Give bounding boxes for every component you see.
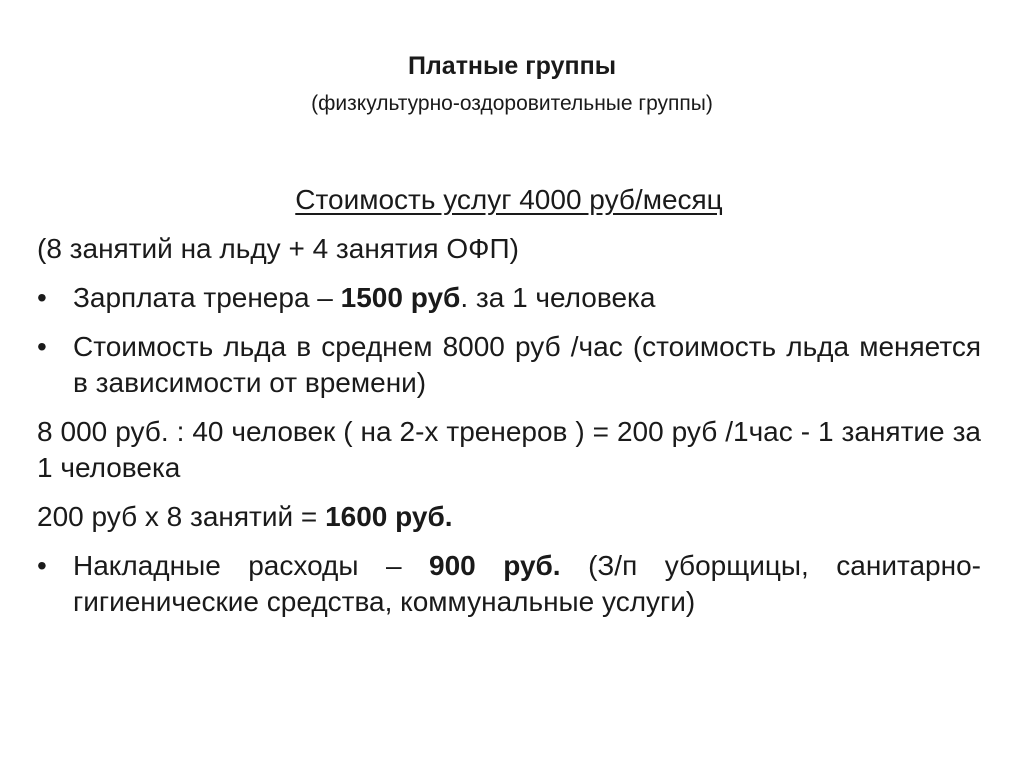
cost-heading: Стоимость услуг 4000 руб/месяц	[295, 184, 723, 215]
calculation-text: 200 руб х 8 занятий =	[37, 501, 326, 532]
slide-subtitle: (физкультурно-оздоровительные группы)	[311, 92, 713, 115]
bullet-text: Накладные расходы –	[73, 550, 430, 581]
bullet-trainer-salary	[37, 280, 981, 316]
bullet-marker: •	[37, 550, 47, 581]
bullet-text: Зарплата тренера –	[73, 282, 341, 313]
bullet-text: Стоимость льда в среднем 8000 руб /час (стоимость льда меняется в зависимости от времени)	[73, 331, 981, 398]
bullet-amount: 900 руб.	[429, 550, 561, 581]
bullet-marker: •	[37, 282, 47, 313]
bullet-ice-cost	[37, 329, 981, 401]
slide-body	[37, 182, 981, 633]
sessions-line: (8 занятий на льду + 4 занятия ОФП)	[37, 233, 519, 264]
calculation-line-2	[37, 499, 981, 535]
calculation-line-1: 8 000 руб. : 40 человек ( на 2-х тренеров ) = 200 руб /1час - 1 занятие за 1 человека	[37, 416, 981, 483]
bullet-text: . за 1 человека	[460, 282, 656, 313]
bullet-overhead	[37, 548, 981, 620]
bullet-marker: •	[37, 331, 47, 362]
slide-title: Платные группы	[407, 52, 617, 80]
bullet-text: (З/п уборщицы, санитарно-гигиенические средства, коммунальные услуги)	[73, 550, 981, 617]
calculation-total: 1600 руб.	[325, 501, 453, 532]
bullet-amount: 1500 руб	[340, 282, 461, 313]
